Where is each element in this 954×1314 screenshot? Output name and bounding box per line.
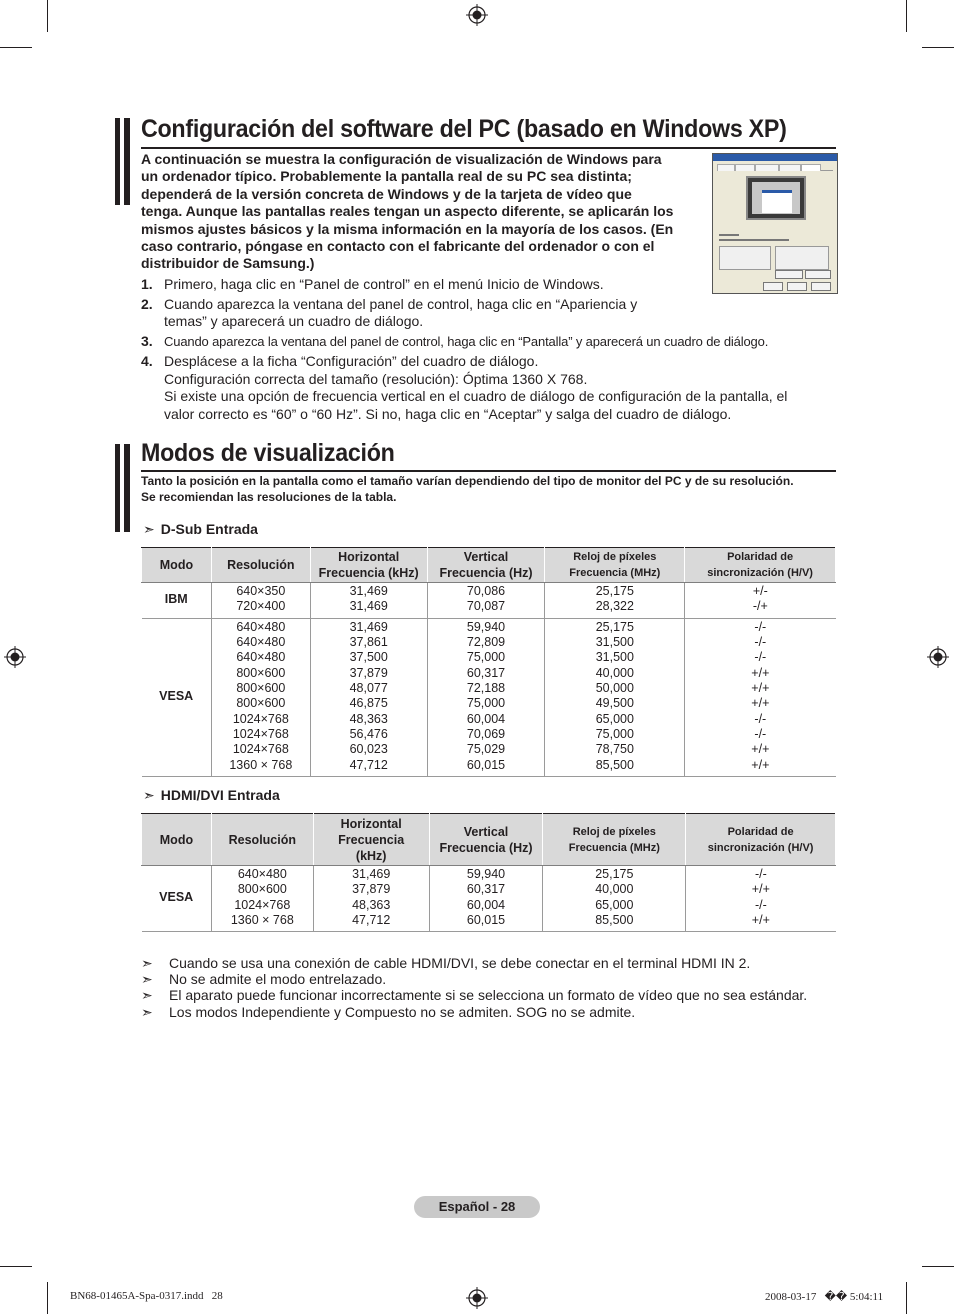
note-text: Los modos Independiente y Compuesto no se admiten. SOG no se admite. (169, 1004, 636, 1020)
value-cell: 31,469 31,469 (310, 583, 427, 619)
mode-cell: IBM (142, 583, 212, 619)
registration-mark-icon (466, 4, 488, 26)
step-number: 3. (141, 333, 153, 349)
intro-line: mismos ajustes básicos y la misma información en la mayoría de los casos. (En (141, 220, 674, 237)
value-cell: 59,940 60,317 60,004 60,015 (429, 866, 543, 932)
column-header: Resolución (211, 814, 313, 866)
intro-line: dependerá de la versión concreta de Windows y de la tarjeta de vídeo que (141, 185, 632, 202)
dsub-table (141, 547, 836, 777)
value-cell: 640×480 640×480 640×480 800×600 800×600 800×600 1024×768 1024×768 1024×768 1360 × 768 (211, 618, 310, 776)
column-header: Horizontal Frecuencia (kHz) (310, 548, 427, 583)
table-header-row (142, 548, 836, 583)
dsub-heading (143, 521, 258, 538)
value-cell: 640×480 800×600 1024×768 1360 × 768 (211, 866, 313, 932)
step-text: Primero, haga clic en “Panel de control” en el menú Inicio de Windows. (164, 276, 604, 292)
arrow-icon: ➣ (141, 1004, 153, 1020)
crop-mark (47, 0, 48, 32)
intro-line: Se recomiendan las resoluciones de la tabla. (141, 489, 397, 504)
value-cell: 31,469 37,861 37,500 37,879 48,077 46,875 48,363 56,476 60,023 47,712 (310, 618, 427, 776)
step-text: valor correcto es “60” o “60 Hz”. Si no, haga clic en “Aceptar” y salga del cuadro de diálogo. (164, 405, 732, 422)
title-rule (141, 147, 836, 149)
arrow-icon: ➣ (141, 987, 153, 1003)
arrow-icon: ➣ (141, 971, 153, 987)
mode-cell: VESA (142, 866, 212, 932)
column-header: Modo (142, 548, 212, 583)
column-header: Reloj de píxeles Frecuencia (MHz) (543, 814, 686, 866)
dsub-label: D-Sub Entrada (160, 521, 258, 537)
hdmi-heading (143, 787, 280, 804)
crop-mark (47, 1282, 48, 1314)
intro-paragraph (141, 474, 794, 505)
value-cell: -/- +/+ -/- +/+ (686, 866, 836, 932)
crop-mark (922, 47, 954, 48)
value-cell: 25,175 40,000 65,000 85,500 (543, 866, 686, 932)
value-cell: -/- -/- -/- +/+ +/+ +/+ -/- -/- +/+ +/+ (685, 618, 836, 776)
table-row (142, 583, 836, 619)
value-cell: 640×350 720×400 (211, 583, 310, 619)
column-header: Polaridad de sincronización (H/V) (685, 548, 836, 583)
intro-line: un ordenador típico. Probablemente la pantalla real de su PC sea distinta; (141, 168, 632, 185)
note-1 (141, 955, 750, 972)
column-header: Reloj de píxeles Frecuencia (MHz) (545, 548, 685, 583)
table-row (142, 618, 836, 776)
note-3 (141, 987, 807, 1004)
note-text: El aparato puede funcionar incorrectamente si se selecciona un formato de vídeo que no sea estándar. (169, 987, 808, 1003)
intro-line: A continuación se muestra la configuración de visualización de Windows para (141, 151, 662, 167)
section-bar (115, 444, 120, 532)
title-rule (141, 470, 836, 472)
value-cell: 25,175 28,322 (545, 583, 685, 619)
crop-mark (906, 1282, 907, 1314)
registration-mark-icon (927, 646, 949, 668)
section-bar (124, 118, 130, 205)
step-text: Si existe una opción de frecuencia vertical en el cuadro de diálogo de configuración de la pantalla, el (164, 388, 788, 404)
hdmi-table (141, 813, 836, 932)
section-bar (124, 444, 130, 532)
column-header: Horizontal Frecuencia (kHz) (313, 814, 429, 866)
intro-paragraph (141, 151, 707, 273)
step-text: Cuando aparezca la ventana del panel de control, haga clic en “Pantalla” y aparecerá un cuadro de diálogo. (164, 334, 769, 349)
crop-mark (922, 1266, 954, 1267)
page-number: Español - 28 (414, 1196, 540, 1218)
value-cell: 59,940 72,809 75,000 60,317 72,188 75,000 60,004 70,069 75,029 60,015 (427, 618, 545, 776)
step-number: 4. (141, 353, 153, 369)
intro-line: caso contrario, póngase en contacto con el fabricante del ordenador o con el (141, 238, 655, 255)
column-header: Modo (142, 814, 212, 866)
arrow-icon: ➣ (143, 787, 155, 803)
column-header: Vertical Frecuencia (Hz) (427, 548, 545, 583)
section-title: Configuración del software del PC (basado en Windows XP) (141, 115, 787, 143)
arrow-icon: ➣ (143, 521, 155, 537)
table-row (142, 866, 836, 932)
display-properties-screenshot (712, 153, 838, 294)
mode-cell: VESA (142, 618, 212, 776)
value-cell: +/- -/+ (685, 583, 836, 619)
registration-mark-icon (4, 646, 26, 668)
hdmi-label: HDMI/DVI Entrada (160, 787, 280, 803)
note-text: Cuando se usa una conexión de cable HDMI/DVI, se debe conectar en el terminal HDMI IN 2. (169, 955, 751, 971)
value-cell: 25,175 31,500 31,500 40,000 50,000 49,500 65,000 75,000 78,750 85,500 (545, 618, 685, 776)
step-text: Cuando aparezca la ventana del panel de control, haga clic en “Apariencia y (164, 296, 638, 312)
file-slug: BN68-01465A-Spa-0317.indd 28 (70, 1290, 223, 1302)
section-title: Modos de visualización (141, 439, 395, 467)
intro-line: distribuidor de Samsung.) (141, 255, 315, 272)
intro-line: Tanto la posición en la pantalla como el tamaño varían dependiendo del tipo de monitor del PC y de su resolución. (141, 474, 794, 488)
step-number: 1. (141, 276, 153, 292)
value-cell: 31,469 37,879 48,363 47,712 (313, 866, 429, 932)
table-header-row (142, 814, 836, 866)
step-text: Desplácese a la ficha “Configuración” del cuadro de diálogo. (164, 353, 539, 369)
step-number: 2. (141, 296, 153, 312)
section-bar (115, 118, 120, 205)
crop-mark (906, 0, 907, 32)
note-text: No se admite el modo entrelazado. (169, 971, 387, 987)
column-header: Vertical Frecuencia (Hz) (429, 814, 543, 866)
value-cell: 70,086 70,087 (427, 583, 545, 619)
column-header: Polaridad de sincronización (H/V) (686, 814, 836, 866)
note-4 (141, 1004, 635, 1021)
crop-mark (0, 1266, 32, 1267)
registration-mark-icon (466, 1287, 488, 1309)
column-header: Resolución (211, 548, 310, 583)
step-text: Configuración correcta del tamaño (resolución): Óptima 1360 X 768. (164, 370, 588, 387)
arrow-icon: ➣ (141, 955, 153, 971)
note-2 (141, 971, 386, 988)
crop-mark (0, 47, 32, 48)
date-slug: 2008-03-17 �� 5:04:11 (765, 1291, 884, 1303)
step-text: temas” y aparecerá un cuadro de diálogo. (164, 313, 424, 329)
intro-line: tenga. Aunque las pantallas reales tengan un aspecto diferente, se aplicarán los (141, 203, 674, 220)
